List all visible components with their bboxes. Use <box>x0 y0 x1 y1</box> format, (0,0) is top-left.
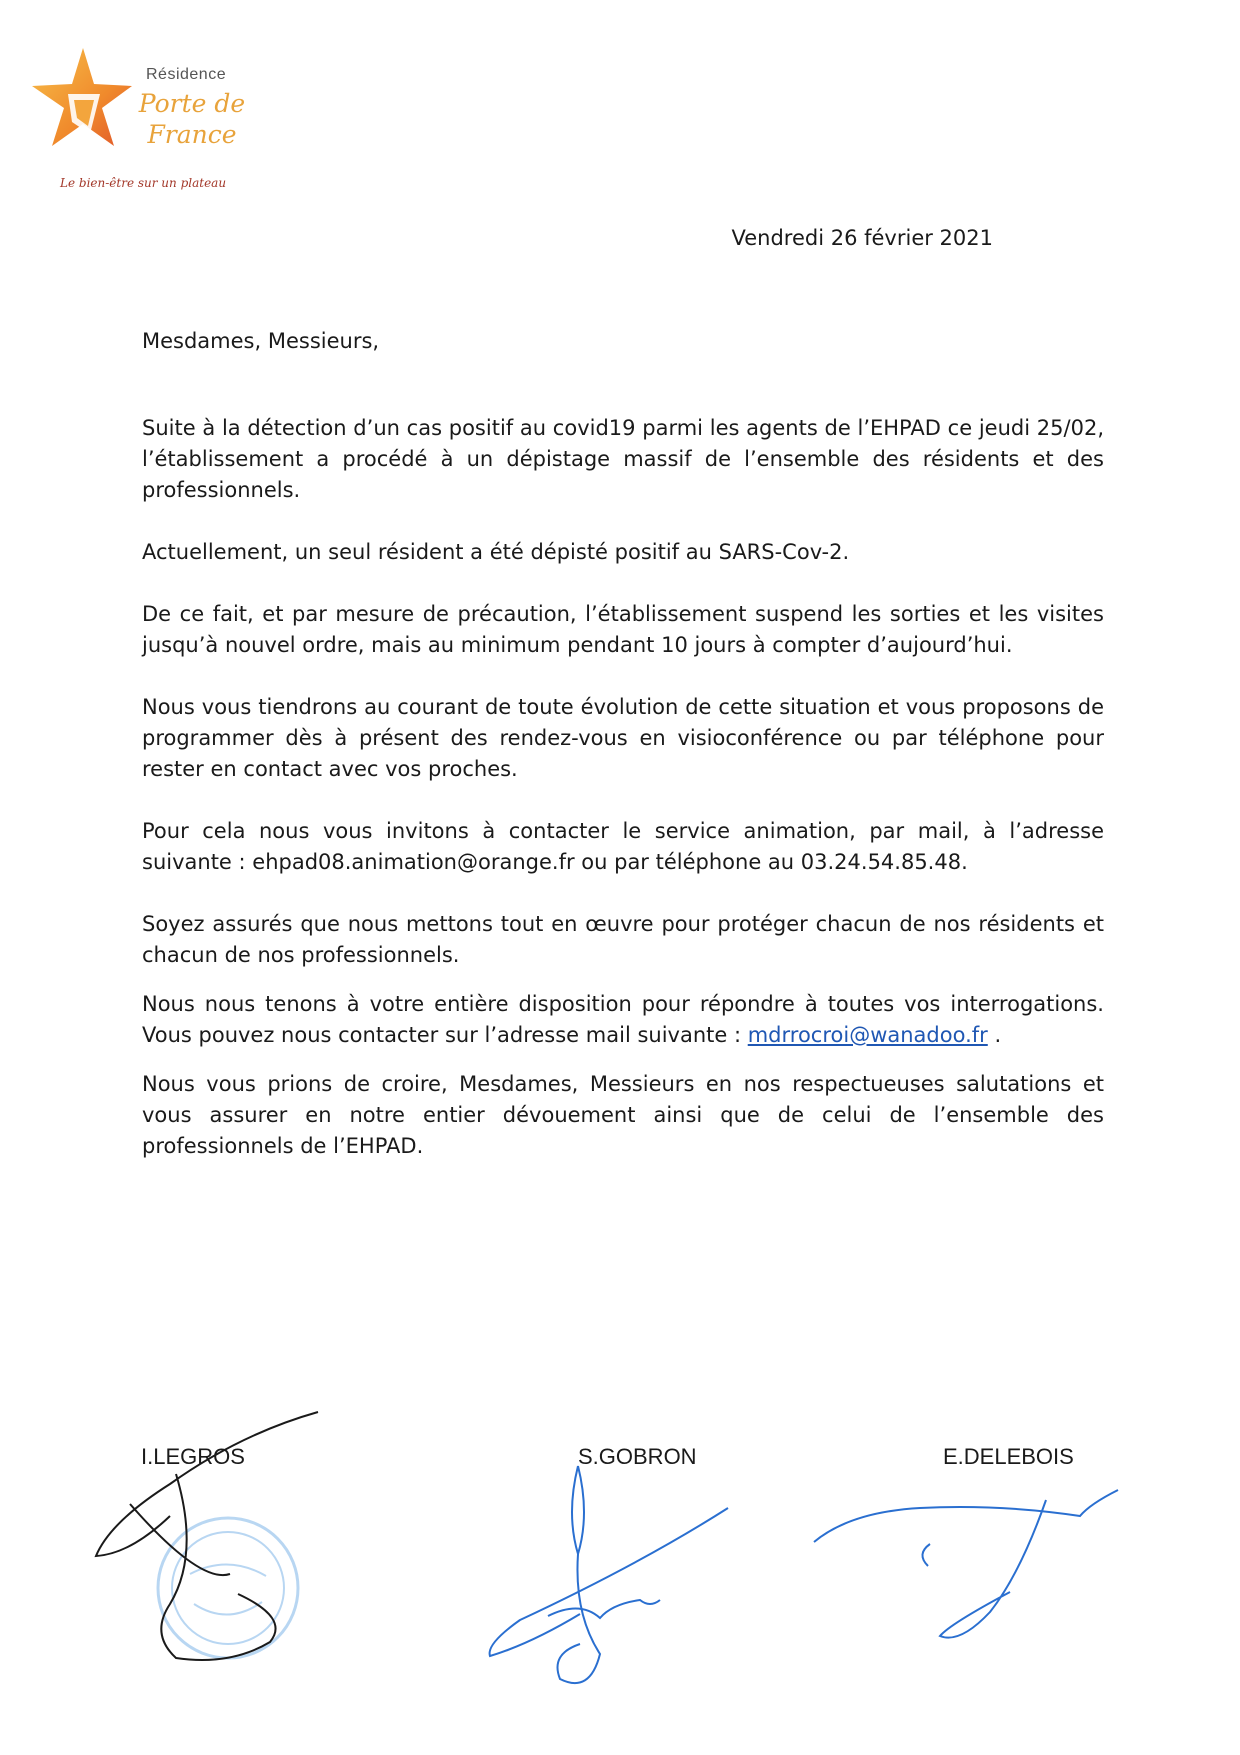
official-stamp-icon <box>158 1518 298 1658</box>
contact-email-link[interactable]: mdrrocroi@wanadoo.fr <box>747 1023 988 1047</box>
disposition-text: Nous nous tenons à votre entière disposition pour répondre à toutes vos interrogations. Vous pouvez nous contacter sur l’adresse mail suivante : <box>142 992 1104 1047</box>
paragraph-positive-resident: Actuellement, un seul résident a été dépisté positif au SARS-Cov-2. <box>142 540 850 564</box>
paragraph-contact-animation: Pour cela nous vous invitons à contacter le service animation, par mail, à l’adresse suivante : ehpad08.animation@orange.fr ou par téléphone au 03.24.54.85.48. <box>142 819 1104 874</box>
residence-logo <box>28 46 268 206</box>
letter-body <box>142 326 1104 1162</box>
star-logo-icon <box>28 46 148 156</box>
logo-name-line2: France <box>147 120 237 149</box>
paragraph-closing: Nous vous prions de croire, Mesdames, Messieurs en nos respectueuses salutations et vous assurer en notre entier dévouement ainsi que de celui de l’ensemble des professionnels de l’EHPAD. <box>142 1072 1104 1158</box>
signature-gobron-icon <box>490 1466 728 1683</box>
paragraph-visits-suspended: De ce fait, et par mesure de précaution, l’établissement suspend les sorties et les visites jusqu’à nouvel ordre, mais au minimum pendant 10 jours à compter d’aujourd’hui. <box>142 602 1104 657</box>
letter-date: Vendredi 26 février 2021 <box>731 226 993 250</box>
signatory-name-legros: I.LEGROS <box>141 1444 245 1469</box>
logo-residence-label: Résidence <box>146 66 227 83</box>
disposition-end: . <box>987 1023 1002 1047</box>
signatory-name-gobron: S.GOBRON <box>578 1444 697 1469</box>
logo-name-line1: Porte de <box>138 89 246 118</box>
paragraph-disposition <box>142 989 1104 1051</box>
paragraph-video-appointments: Nous vous tiendrons au courant de toute évolution de cette situation et vous proposons de programmer dès à présent des rendez-vous en visioconférence ou par téléphone pour rester en contact avec vos proches. <box>142 695 1104 781</box>
logo-name <box>132 88 252 150</box>
salutation: Mesdames, Messieurs, <box>142 329 380 353</box>
signature-block <box>0 1444 1240 1684</box>
signatory-name-delebois: E.DELEBOIS <box>943 1444 1074 1469</box>
logo-tagline: Le bien-être sur un plateau <box>60 176 227 190</box>
paragraph-detection: Suite à la détection d’un cas positif au covid19 parmi les agents de l’EHPAD ce jeudi 25/02, l’établissement a procédé à un dépistage massif de l’ensemble des résidents et des professionnels. <box>142 416 1104 502</box>
signature-delebois-icon <box>814 1490 1118 1638</box>
paragraph-protection: Soyez assurés que nous mettons tout en œuvre pour protéger chacun de nos résidents et chacun de nos professionnels. <box>142 912 1104 967</box>
